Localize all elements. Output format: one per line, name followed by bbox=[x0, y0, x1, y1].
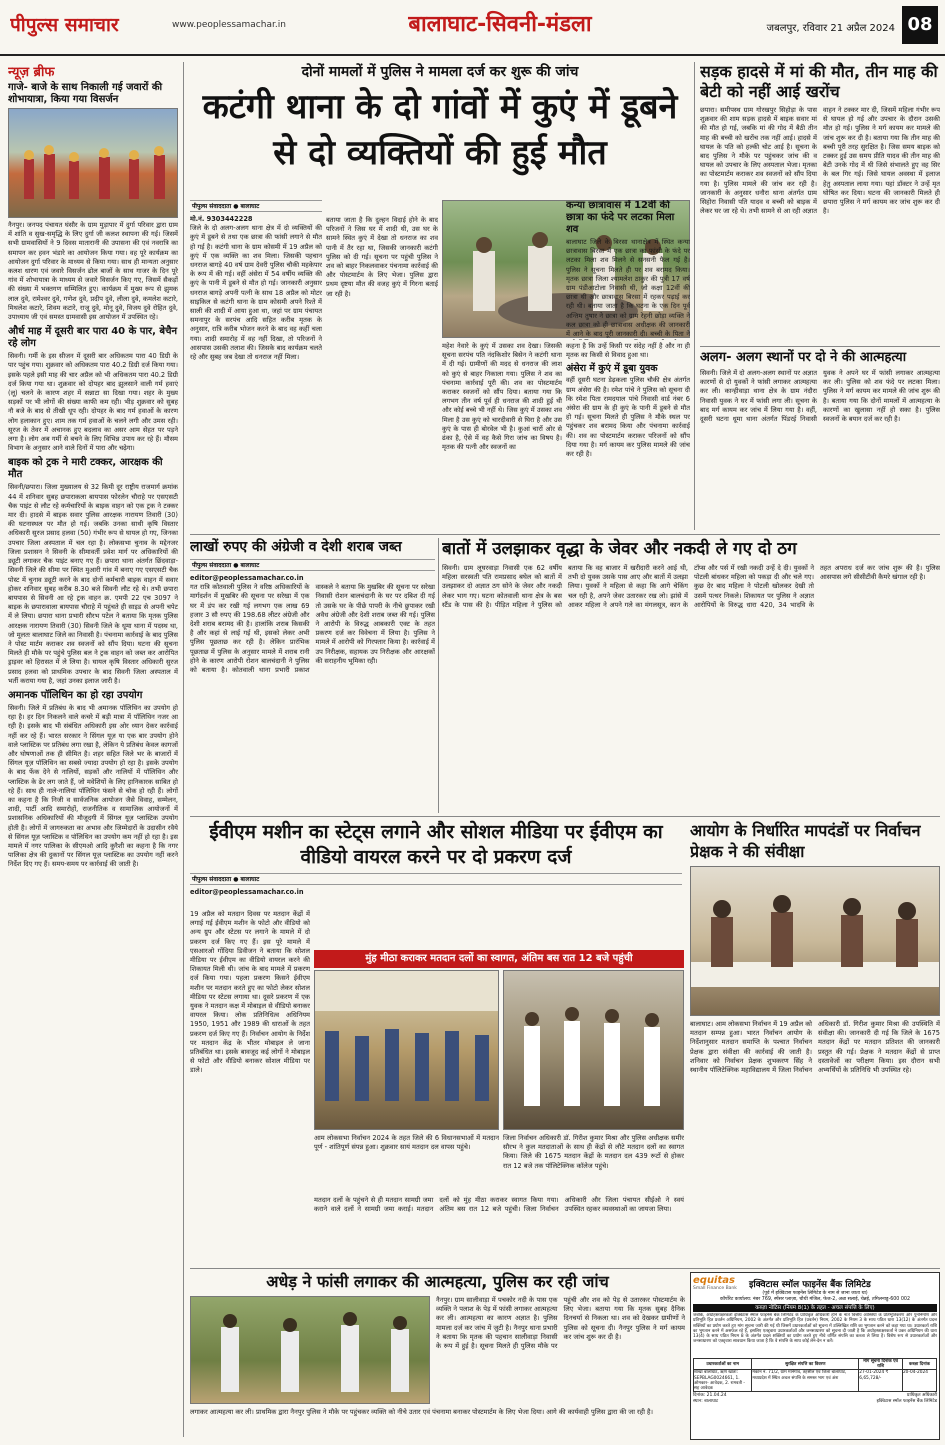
evm-email[interactable]: editor@peoplessamachar.co.in bbox=[190, 888, 304, 896]
observer-meeting bbox=[691, 867, 940, 1016]
brief-text-4: सिवनी। जिले में प्रतिबंध के बाद भी अमानक पॉलिथिन का उपयोग हो रहा है। हर दिन निकलने वाले कचरे में बड़ी मात्रा में पॉलिथिन नजर आ रही है। इसके बाद भी संबंधित अधिकारी इस ओर ध्यान देकर कार्रवाई नहीं कर रहे हैं। भारत सरकार ने सिंगल यूज़ या एक बार उपयोग होने वाले प्लास्टिक पर प्रतिबंध लगा रखा है, लेकिन ये प्रतिबंध केवल कागजों और घोषणाओं तक ही सीमित है। शहर सहित जिले भर के बाजारों में सिंगल यूज़ पॉलिथिन का सबसे ज्यादा उपयोग हो रहा है। इसके उपयोग के बाद फेंक देने से नालियों, सड़कों और नालियों में पॉलिथिन और प्लास्टिक के ढेर लग जाते हैं, जो मवेशियों के लिए हानिकारक साबित हो रहे हैं। साथ ही नाले-नालियां पॉलिथिन फंसने से चोक हो रही हैं। लोगों का कहना है कि निजी व सार्वजनिक आयोजन जैसे विवाह, सम्मेलन, शादी, पार्टी आदि समारोहों, राजनीतिक व सामाजिक आयोजनों में प्रशासनिक अधिकारियों की मौजूदगी में सिंगल यूज़ प्लास्टिक उपयोग होती है। लोगों में जागरुकता का अभाव और जिम्मेदारों के उदासीन रवैये से सिंगल यूज़ प्लास्टिक व पॉलिथिन का उपयोग कम नहीं हो रहा है। इस मामले में नगर पालिका के सीएमओ आदि कुरैशी का कहना है कि नगर पालिका क्षेत्र की दुकानों पर सिंगल यूज़ प्लास्टिक का उपयोग नहीं करने निर्देश दिए गए हैं। समय-समय पर कार्रवाई की जाती है। bbox=[8, 703, 178, 869]
hanging-caption-wrap bbox=[190, 1408, 685, 1442]
evm-byline: पीपुल्स संवाददाता ● बालाघाट bbox=[190, 873, 682, 885]
brief-headline-3: बाइक को ट्रक ने मारी टक्कर, आरक्षक की मौत bbox=[8, 457, 163, 481]
logo: पीपुल्स समाचार bbox=[10, 14, 119, 36]
notice-title: कब्ज़ा नोटिस (नियम 8(1) के तहत - अचल संपत्ति के लिए) bbox=[693, 1304, 937, 1312]
observer-headline: आयोग के निर्धारित मापदंडों पर निर्वाचन प्रेक्षक ने की संवीक्षा bbox=[690, 821, 921, 861]
girl-headline: कन्या छात्रावास में 12वीं की छात्रा का फंदे पर लटका मिला शव bbox=[566, 200, 675, 235]
liquor-body: गत रात्रि कोतवाली पुलिस ने वरिष्ठ अधिकारियों के मार्गदर्शन में मुखबिर की सूचना पर सरेखा में एक घर में डंप कर रखी गई लगभग एक लाख 69 हजार 3 सौ रुपए की 198.68 लीटर अंग्रेजी और देशी शराब बरामद की है। हालांकि शराब किसकी है और कहां से लाई गई थी, इसको लेकर अभी पुलिस पूछताछ कर रही है। लेकिन प्रारंभिक पूछताछ में पुलिस के अनुसार मामले में शराब रानी होने के कारण आरोपी रोशन बालचंदानी ने पुलिस को बताया है। कोतवाली थाना प्रभारी प्रकाश वास्कले ने बताया कि मुखबिर की सूचना पर सरेखा निवासी रोशन बालचंदानी के घर पर दबिश दी गई तो उसके घर के पीछे पापरी के नीचे छुपाकर रखी अवैध अंग्रेजी और देशी शराब जब्त की गई। पुलिस ने आरोपी के विरुद्ध आबकारी एक्ट के तहत प्रकरण दर्ज कर विवेचना में लिया है। पुलिस ने मामले में आरोपी को गिरफ्तार किया है। कार्रवाई में उप निरीक्षक, सहायक उप निरीक्षक और आरक्षकों की सराहनीय भूमिका रही। bbox=[190, 583, 435, 675]
column-divider bbox=[694, 62, 695, 530]
ad-sub1: (पूर्व में इक्विटास फाइनेंस लिमिटेड के नाम से जाना जाता था) bbox=[762, 1291, 868, 1296]
table-cell: 20-04-2024 bbox=[902, 1370, 936, 1392]
suicide-headline: अलग- अलग स्थानों पर दो ने की आत्महत्या bbox=[700, 350, 907, 365]
sweets-body: मतदान दलों के पहुंचने से ही मतदान सामग्री जमा कराने वाले दलों ने सामग्री जमा कराई। मतदान दलों को मुंह मीठा कराकर स्वागत किया गया। अंतिम बस रात 12 बजे पहुंची। जिला निर्वाचन अधिकारी और जिला पंचायत सीईओ ने स्वयं उपस्थित रहकर व्यवस्थाओं का जायजा लिया। bbox=[314, 1196, 684, 1214]
column-divider bbox=[438, 538, 439, 813]
brief-text-2: सिवनी। गर्मी के इस सीजन में दूसरी बार अधिकतम पारा 40 डिग्री के पार पहुंच गया। शुक्रवार को अधिकतम पारा 40.2 डिग्री दर्ज किया गया। इसके पहले इसी माह की चार अप्रैल को भी अधिकतम पारा 40.2 डिग्री दर्ज किया गया था। शुक्रवार को दोपहर बाद झुलसाने वाली गर्म हवाएं (लू) चलने के कारण शहर में सन्नाटा सा दिखा गया। शहर के मुख्य सड़कों पर भी लोगों की संख्या काफी कम रही। भीड़ शुक्रवार को सुबह नौ बजे के बाद से तीखी धूप रही। दोपहर के बाद गर्म हवाओं के कारण लोग हलाकान हुए। शाम तक गर्म हवाओं के चलने लगी और उमस रही। सूरज के तेवर में अचानक हुए बदलाव का असर आम सेहत पर पड़ने लगा है। लोग अब गर्मी से बचने के लिए विभिन्न उपाय कर रहे हैं। मौसम विभाग के अनुसार आने वाले दिनों में पारा और चढ़ेगा। bbox=[8, 352, 178, 453]
brief-headline-4: अमानक पॉलिथिन का हो रहा उपयोग bbox=[8, 689, 143, 701]
evm-body: 19 अप्रैल को मतदान दिवस पर मतदान केंद्रों में लगाई गई ईवीएम मशीन के फोटो और वीडियो को अन्य ग्रुप और स्टेटस पर लगाने के मामले में दो प्रकरण दर्ज किए गए हैं। इस पूरे मामले में एसआरओ गोंदिया डिवीजन ने बताया कि सोशल मीडिया पर ईवीएम का वीडियो वायरल करने की शिकायत मिली थी। जांच के बाद मामले में प्रकरण दर्ज किया गया। पहला प्रकरण किसने ईवीएम मशीन पर मतदान करते हुए का फोटो लेकर सोशल मीडिया पर स्टेटस लगाया था। दूसरे प्रकरण में एक युवक ने मतदान कक्ष में मोबाइल से वीडियो बनाकर वायरल किया। लोक प्रतिनिधित्व अधिनियम 1950, 1951 और 1989 की धाराओं के तहत प्रकरण दर्ज किए गए हैं। निर्वाचन आयोग के निर्देश पर मतदान केंद्र के भीतर मोबाइल ले जाना प्रतिबंधित था। इसके बावजूद कई लोगों ने मोबाइल से फोटो और वीडियो बनाकर सोशल मीडिया पर डाले। bbox=[190, 910, 310, 1075]
main-body-1: जिले के दो अलग-अलग थाना क्षेत्र में दो व्यक्तियों की कुएं में डूबने से तथा एक छात्रा की फांसी लगाने से मौत हो गई है। कटंगी थाना के ग्राम कोसमी में 19 अप्रैल को कुएं में एक व्यक्ति का शव मिला। जिसकी पहचान धनराज बागड़े 40 वर्ष ग्राम देवरी पुलिस चौकी महकेपार के रूप में की गई। वहीं अंसेरा में 54 वर्षीय व्यक्ति की कुएं के पानी में डूबने से मौत हो गई। जानकारी अनुसार धनराज बागड़े अपनी पत्नी के साथ 18 अप्रैल को मोटर साइकिल से कटंगी थाना के ग्राम कोसमी अपने रिश्ते में साली की शादी में आया हुआ था, जहां पर ग्राम पंचायत समनापुर के सरपंच आदि सहित करीब मृतक के अनुसार, रात्रि करीब भोजन करने के बाद वह कहीं चला गया। शादी समारोह में वह नहीं दिखा, तो परिजनों ने आसपास उसकी तलाश की। जिसके बाद कार्यक्रम चलते रहे और सुबह जब देखा तो धनराज नहीं मिला। bbox=[190, 224, 322, 362]
sweets-caption-2-text: जिला निर्वाचन अधिकारी डॉ. गिरीश कुमार मिश्रा और पुलिस अधीक्षक समीर सौरभ ने कुल मतदाताओं के साथ ही केंद्रों से लौटे मतदान दलों का स्वागत किया। जिले की 1675 मतदान केंद्रों के मतदान दल 439 रूटों से होकर रात 12 बजे तक पॉलिटेक्निक कॉलेज पहुंचे। bbox=[503, 1134, 684, 1170]
brief-headline-1: गाजे- बाजे के साथ निकाली गई जवारों की शोभायात्रा, किया गया विसर्जन bbox=[8, 82, 163, 105]
main-body-5: वहीं दूसरी घटना डेढ़कला पुलिस चौकी क्षेत्र अंतर्गत ग्राम अंसेरा की है। रमेश पांचे ने पुलिस को सूचना दी कि रमेश पिता रामदयाल पांचे निवासी वार्ड नंबर 6 अंसेरा की ग्राम के ही कुएं के पानी में डूबने से मौत हो गई। सूचना मिलते ही पुलिस ने मौके स्थल पर पहुंचकर शव बरामद किया और पंचनामा कार्रवाई की। शव का पोस्टमार्टम कराकर परिजनों को सौंप दिया गया है। मर्ग कायम कर पुलिस मामले की जांच कर रही है। bbox=[566, 376, 690, 459]
procession-figures bbox=[9, 109, 178, 218]
hanging-headline: अधेड़ ने फांसी लगाकर की आत्महत्या, पुलिस कर रही जांच bbox=[266, 1272, 609, 1291]
suicide-story bbox=[700, 346, 940, 530]
table-cell: शाखा बालाघाट, ऋण खाता: SEPBLAG0024661, 1. ओमकार- आवेदक, 2. रामवती - सह आवेदक bbox=[694, 1370, 752, 1392]
brief-headline-2: और्ध माह में दूसरी बार पारा 40 के पार, बेचैन रहे लोग bbox=[8, 326, 178, 350]
liquor-email[interactable]: editor@peoplessamachar.co.in bbox=[190, 574, 304, 582]
page-number: 08 bbox=[902, 6, 938, 44]
main-byline: पीपुल्स संवाददाता ● बालाघाट bbox=[190, 200, 322, 212]
horizontal-divider bbox=[190, 1268, 940, 1269]
sweets-caption-1-text: आम लोकसभा निर्वाचन 2024 के तहत जिले की 6 विधानसभाओं में मतदान पूर्ण - शांतिपूर्ण संपन्न हुआ। शुक्रवार सायं मतदान दल वापस पहुंचे। bbox=[314, 1134, 499, 1152]
table-cell: मकान नं. 71/2, ग्राम मानेगांव, तहसील एवं जिला बालाघाट, मध्यप्रदेश में स्थित अचल संपत्ति के समस्त भाग एवं अंश bbox=[752, 1370, 859, 1392]
ad-sign-1: प्राधिकृत अधिकारी bbox=[906, 1393, 937, 1399]
table-cell: 27-01-2024 ₹ 6,65,728/- bbox=[859, 1370, 903, 1392]
ad-sign-2: इक्विटास स्मॉल फाइनेंस बैंक लिमिटेड bbox=[876, 1399, 937, 1405]
polling-crowd bbox=[315, 971, 499, 1130]
table-header: उधारकर्ताओं का नाम bbox=[694, 1359, 752, 1370]
masthead bbox=[0, 0, 945, 56]
evm-headline: ईवीएम मशीन का स्टेट्स लगाने और सोशल मीडिया पर ईवीएम का वीडियो वायरल करने पर दो प्रकरण दर्ज bbox=[209, 821, 663, 868]
main-headline: कटंगी थाना के दो गांवों में कुएं में डूबने से दो व्यक्तियों की हुई मौत bbox=[202, 87, 678, 173]
column-divider bbox=[183, 62, 184, 1437]
sweets-caption-2 bbox=[503, 1134, 684, 1194]
liquor-byline: पीपुल्स संवाददाता ● बालाघाट bbox=[190, 559, 435, 571]
news-brief-column bbox=[8, 62, 178, 1437]
dateline: जबलपुर, रविवार 21 अप्रैल 2024 bbox=[766, 23, 895, 34]
welcome-crowd bbox=[504, 971, 684, 1130]
thugs-story bbox=[442, 538, 940, 813]
hanging-caption: लगाकर आत्महत्या कर ली। प्राथमिक द्वारा नैनपुर पुलिस ने मौके पर पहुंचकर व्यक्ति को नीचे उतार एवं पंचनामा बनाकर पोस्टमार्टम के लिए भेजा दिया। आगे की कार्यवाही पुलिस द्वारा की जा रही है। bbox=[190, 1408, 654, 1416]
horizontal-divider bbox=[190, 816, 940, 817]
procession-photo bbox=[8, 108, 178, 218]
main-body-3: महेश नेवारे के कुएं में उसका शव देखा। जिसकी सूचना सरपंच पति नंदकिशोर बिसेन ने कटंगी थाना में दी गई। ग्रामीणों की मदद से धनराज की लाश को कुएं से बाहर निकाला गया। पुलिस ने शव का पंचनामा कार्रवाई पूरी की। शव का पोस्टमार्टम कराकर स्वजनों को सौंप दिया। बताया गया कि लगभग तीन वर्ष पूर्व ही धनराज की शादी हुई थी और कोई बच्चे भी नहीं थे। जिस कुएं में उसका शव मिला है उस कुएं को चारदीवारी से घिरा है और उस कुएं के पास ही बोरवेल भी है। कुआं चारों ओर से ढंका है, ऐसे में वह कैसे गिरा जांच का विषय है। मृतक की पत्नी और स्वजनों का bbox=[442, 342, 562, 452]
news-brief-label: न्यूज़ ब्रीफ bbox=[8, 65, 55, 80]
brief-text-1: नैनपुर। जनपद पंचायत घंसौर के ग्राम मुड़ापार में दुर्गा परिवार द्वारा ग्राम में शांति व सुख-समृद्धि के लिए दुर्गा जी कलश स्थापना की गई। जिसमें सभी ग्रामवासियों ने 9 दिवस मातारानी की उपासना की एवं नवरात्रि का समापन कर हवन भंडारे का आयोजन किया गया। वह पूरे कार्यक्रम का आयोजन दुर्गा परिवार के माध्यम से किया गया। साथ ही मान्यता अनुसार कलश धारण एवं जवारे विसर्जन ढोल बाजों के साथ गाजर के दिन पूरे गांव में शोभायात्रा के माध्यम से जवारे विसर्जन किए गए, जिसमें सैकड़ों की संख्या में भक्तगण सम्मिलित हुए। कार्यक्रम में मुख्य रूप से झुमक लाल दुवे, रामेश्वर दुवे, गणेश दुवे, प्रदीप दुवे, लीला दुवे, कमलेश कटारे, मिथलेश कटारे, शिवम कटारे, राजू दुवे, मोनू दुवे, विजय दुवे रोहित दुवे, उपाध्याय जी एवं समस्त ग्रामवासी इस आयोजन में उपस्थित रहे। bbox=[8, 221, 178, 322]
notice-text: जबकि, अधोहस्ताक्षरकर्ता इक्विटास स्मॉल फाइनेंस बैंक लिमिटेड के प्राधिकृत अधिकारी होने के नाते वित्तीय आस्तियों के प्रतिभूतिकरण और पुनर्निर्माण और प्रतिभूति हित प्रवर्तन अधिनियम, 2002 के अंतर्गत और प्रतिभूति हित (प्रवर्तन) नियम, 2002 के नियम 3 के साथ पठित धारा 13(12) के अंतर्गत प्रदत्त शक्तियों का प्रयोग करते हुए मांग सूचना जारी की गई थी जिसमें उधारकर्ताओं को सूचना में उल्लिखित राशि का भुगतान करने को कहा गया था। उधारकर्ता राशि का भुगतान करने में असफल रहे हैं, इसलिए एतद्द्वारा उधारकर्ताओं और जनसाधारण को सूचना दी जाती है कि अधोहस्ताक्षरकर्ता ने उक्त अधिनियम की धारा 13(4) के साथ पठित नियम 8 के अंतर्गत प्रदत्त शक्तियों का प्रयोग करते हुए नीचे वर्णित संपत्ति का कब्जा ले लिया है। विशेष रूप से उधारकर्ताओं और जनसाधारण को एतद्द्वारा सावधान किया जाता है कि वे संपत्ति के साथ कोई लेन-देन न करें। bbox=[693, 1313, 937, 1345]
suicide-body: सिवनी। जिले में दो अलग-अलग स्थानों पर अज्ञात कारणों से दो युवकों ने फांसी लगाकर आत्महत्या कर ली। कान्हीवाड़ा थाना क्षेत्र के ग्राम नंदौरा निवासी युवक ने घर में फांसी लगा ली। सूचना के बाद मर्ग कायम कर जांच में लिया गया है। वहीं, दूसरी घटना धूमा थाना अंतर्गत पिंडरई निवासी युवक ने अपने घर में फांसी लगाकर आत्महत्या कर ली। पुलिस को शव फंदे पर लटका मिला। पुलिस ने मर्ग कायम कर मामले की जांच शुरू की है। बताया गया कि दोनों मामलों में आत्महत्या के कारणों का खुलासा नहीं हो सका है। पुलिस स्वजनों के बयान दर्ज कर रही है। bbox=[700, 369, 940, 424]
main-kicker: दोनों मामलों में पुलिस ने मामला दर्ज कर शुरू की जांच bbox=[301, 64, 579, 80]
equitas-ad bbox=[690, 1272, 940, 1440]
main-body-4: कहना है कि उन्हें किसी पर संदेह नहीं है और ना ही मृतक का किसी से विवाद हुआ था। bbox=[566, 342, 690, 360]
main-body-2: बताया जाता है कि दुल्हन विदाई होने के बाद परिजनों ने जिस घर में शादी थी, उस घर के सामने स्थित कुएं में देखा तो धनराज का शव पानी में तैर रहा था, जिसकी जानकारी कटंगी पुलिस को दी गई। सूचना पर पहुंची पुलिस ने शव को बाहर निकलवाकर पंचनामा कार्रवाई की और पोस्टमार्टम के लिए भेजा। पुलिस द्वारा प्रथम दृष्टया मौत की वजह कुएं में गिरना बताई जा रही है। bbox=[326, 216, 438, 298]
girl-body: बालाघाट जिले के बिरसा थानाक्षेत्र में स्थित कन्या छात्रावास बिरसा में एक छात्रा का फांसी के फंदे पर लटका मिला शव मिलने से सनसनी फैल गई है। पुलिस ने सूचना मिलते ही पर शव बरामद किया। मृतक छात्रा जिला श्यामलेश ठाकुर की पुत्री 17 वर्ष ग्राम पंडीआटोला निवासी थी, जो कक्षा 12वीं की छात्रा थी और छात्रावास बिरसा में रहकर पढ़ाई कर रही थी। बताया जाता है कि घटना के एक दिन पूर्व अन्तिम तुषार ने छात्रा को ग्राम रेहनी छोड़ा व्यक्ति ने कल छात्रा को ही छात्रावास अधीक्षक की जानकारी में आने के बाद पूरी जानकारी दी। बच्ची के पिता ने bbox=[566, 238, 690, 339]
thugs-headline: बातों में उलझाकर वृद्धा के जेवर और नकदी ले गए दो ठग bbox=[442, 539, 797, 559]
sweets-banner: मुंह मीठा कराकर मतदान दलों का स्वागत, अंतिम बस रात 12 बजे पहुंची bbox=[314, 950, 684, 968]
main-mobile: मो.नं. 9303442228 bbox=[190, 215, 253, 223]
girl-story bbox=[566, 200, 690, 340]
subhead-anser: अंसेरा में कुएं में डूबा युवक bbox=[566, 363, 658, 375]
website[interactable]: www.peoplessamachar.in bbox=[172, 20, 286, 30]
table-header: कब्ज़ा दिनांक bbox=[902, 1359, 936, 1370]
observer-story bbox=[690, 820, 940, 1265]
thugs-body: सिवनी। ग्राम लूघरवाड़ा निवासी एक 62 वर्षीय महिला सरस्वती पति रामप्रसाद बघेल को बातों में उलझाकर दो अज्ञात ठग सोने के जेवर और नकदी लेकर भाग गए। घटना कोतवाली थाना क्षेत्र के बस स्टैंड के पास की है। पीड़ित महिला ने पुलिस को बताया कि वह बाजार में खरीदारी करने आई थी, तभी दो युवक उसके पास आए और बातों में उलझा लिया। युवकों ने महिला से कहा कि आगे चेकिंग चल रही है, अपने जेवर उतारकर रख लो। झांसे में आकर महिला ने अपने गले का मंगलसूत्र, कान के टॉप्स और पर्स में रखी नकदी उन्हें दे दी। युवकों ने पोटली बांधकर महिला को पकड़ा दी और चले गए। कुछ देर बाद महिला ने पोटली खोलकर देखी तो उसमें पत्थर निकले। शिकायत पर पुलिस ने अज्ञात आरोपियों के विरुद्ध धारा 420, 34 भादवि के तहत अपराध दर्ज कर जांच शुरू की है। पुलिस आसपास लगे सीसीटीवी कैमरे खंगाल रही है। bbox=[442, 564, 940, 609]
brief-text-3: सिवनी/छपारा। जिला मुख्यालय से 32 किमी दूर राष्ट्रीय राजमार्ग क्रमांक 44 में शनिवार सुबह छपाराकला बायपास फोरलेन चौराहे पर एसएसटी चैक पाइंट से लौट रहे कर्मचारियों के बाइक वाहन को एक ट्रक ने टक्कर मार दी। हादसे में बाइक सवार पुलिस आरक्षक नारायण तिवारी (30) की घटनास्थल पर मौत हो गई। जबकि उनका साथी कृषि विस्तार अधिकारी सुरज प्रसाद हलवा (50) गंभीर रूप से घायल हो गए, जिनका उपचार जिला अस्पताल में चल रहा है। लोकसभा चुनाव के मद्देनजर जिला प्रशासन ने सिवनी के सीमावर्ती प्रवेश मार्ग पर अधिकारियों की ड्यूटी लगाकर चैक पाइंट बनाए गए हैं। छपारा थाना अंतर्गत छिंदवाड़ा-सिवनी जिले की सीमा पर स्थित मुआरी गांव में बनाए गए एसएसटी चैक पोस्ट में चुनाव ड्यूटी करने के बाद दोनों कर्मचारी बाइक वाहन में सवार होकर शनिवार सुबह करीब 8.30 बजे सिवनी लौट रहे थे। तभी छपारा बायपास से सिवनी आ रहे ट्रक वाहन क्र. एमपी 22 एच 3097 ने बाइक के छपारावाला बायपास चौराहे में पहुंचते ही साइड से अपनी चपेट में ले लिया। छपारा थाना प्रभारी सौरभ पटेल ने बताया कि मृतक पुलिस आरक्षक नारायण तिवारी (30) सिवनी जिले के धूमा थाना में पदस्थ था, जो मूलतः बालाघाट जिले का निवासी है। पंचनामा कार्रवाई के बाद पुलिस ने पोस्ट मार्टम कराकर शव स्वजनों को सौंप दिया। घटना की सूचना मिलते ही मौके पर पहुंचे पुलिस बल ने ट्रक वाहन को जब्त कर आरोपित ड्राइवर को हिरासत में ले लिया है। घायल कृषि विस्तार अधिकारी सुरज प्रसाद हलवा को प्राथमिक उपचार के बाद सिवनी जिला अस्पताल में भर्ती कराया गया है, जहां उनका इलाज जारी है। bbox=[8, 483, 178, 685]
equitas-title: इक्विटास स्मॉल फाइनेंस बैंक लिमिटेड bbox=[749, 1279, 871, 1290]
road-accident-story bbox=[700, 62, 940, 342]
sweets-caption-1 bbox=[314, 1134, 499, 1194]
road-accident-headline: सड़क हादसे में मां की मौत, तीन माह की बेटी को नहीं आई खरोंच bbox=[700, 62, 938, 101]
table-row bbox=[694, 1370, 937, 1392]
observer-body: बालाघाट। आम लोकसभा निर्वाचन में 19 अप्रैल को मतदान सम्पन्न हुआ। भारत निर्वाचन आयोग के निर्देशानुसार मतदान समाप्ति के पश्चात निर्वाचन प्रेक्षक द्वारा संवीक्षा की कार्रवाई की जाती है। शनिवार को निर्वाचन प्रेक्षक शुभकरण सिंह ने स्थानीय पॉलिटेक्निक महाविद्यालय में जिला निर्वाचन अधिकारी डॉ. गिरीश कुमार मिश्रा की उपस्थिति में संवीक्षा की। जानकारी दी गई कि जिले के 1675 मतदान केंद्रों पर मतदान प्रतिशत की जानकारी प्रस्तुत की गई। प्रेक्षक ने मतदान केंद्रों से प्राप्त दस्तावेजों का परीक्षण किया। इस दौरान सभी अभ्यर्थियों के प्रतिनिधि भी उपस्थित रहे। bbox=[690, 1020, 940, 1075]
hanging-body-wrap bbox=[436, 1296, 685, 1406]
hanging-story bbox=[190, 1272, 685, 1442]
evm-body-wrap bbox=[190, 910, 310, 1265]
liquor-headline: लाखों रुपए की अंग्रेजी व देशी शराब जब्त bbox=[190, 539, 402, 555]
section-title: बालाघाट-सिवनी-मंडला bbox=[408, 12, 592, 37]
hanging-scene bbox=[191, 1297, 430, 1404]
main-col-2 bbox=[326, 200, 438, 530]
notice-table bbox=[693, 1358, 937, 1392]
observer-photo bbox=[690, 866, 940, 1016]
main-col-3 bbox=[442, 342, 562, 530]
ad-date: दिनांक: 21.04.24 bbox=[693, 1393, 727, 1399]
main-col-1 bbox=[190, 200, 322, 530]
polling-party-photo bbox=[314, 970, 499, 1130]
road-accident-body: छपारा। समीपस्थ ग्राम गोरखपुर सिहोड़ा के पास शुक्रवार की शाम सड़क हादसे में बाइक सवार मां की मौत हो गई, जबकि मां की गोद में बैठी तीन माह की बच्ची को खरोंच तक नहीं आई। हादसे में घायल के पति को हल्की चोट आई है। सूचना के बाद पुलिस ने मौके पर पहुंचकर जांच की व घायल को उपचार के लिए अस्पताल भेजा। मृतका का पोस्टमार्टम कराकर शव स्वजनों को सौंप दिया गया है। पुलिस मामले की जांच कर रही है। जानकारी के अनुसार धनौरा थाना अंतर्गत ग्राम सिहोरा निवासी पति यादव व बच्ची को बाइक में लेकर घर जा रहे थे। तभी सामने से आ रही अज्ञात वाहन ने टक्कर मार दी, जिसमें महिला गंभीर रूप से घायल हो गई और उपचार के दौरान उसकी मौत हो गई। पुलिस ने मर्ग कायम कर मामले की जांच शुरू कर दी है। बताया गया कि तीन माह की बच्ची पूरी तरह सुरक्षित है। जिस समय बाइक को टक्कर हुई उस समय प्रीति यादव की तीन माह की बेटी उनके गोद में थी जिसे संभालते हुए वह सिर के बल गिर गई। जिसे घायल अवस्था में इलाज हेतु अस्पताल लाया गया। यहां डॉक्टर ने उन्हें मृत घोषित कर दिया। घटना की जानकारी मिलते ही छपारा पुलिस ने मर्ग कायम कर जांच शुरू कर दी है। bbox=[700, 106, 940, 216]
hanging-body: नैनपुर। ग्राम सालीवाड़ा में पचकोर नदी के पास एक व्यक्ति ने पलाश के पेड़ में फांसी लगाकर आत्महत्या कर ली। आत्महत्या का कारण अज्ञात है। पुलिस मामला दर्ज कर जांच में जुटी है। नैनपुर थाना प्रभारी ने बताया कि मृतक की पहचान सालीवाड़ा निवासी के रूप में हुई है। सूचना मिलते ही पुलिस मौके पर पहुंची और शव को पेड़ से उतारकर पोस्टमार्टम के लिए भेजा। बताया गया कि मृतक सुबह दैनिक दिनचर्या से निकला था। शव को देखकर ग्रामीणों ने पुलिस को सूचना दी। नैनपुर पुलिस ने मर्ग कायम कर जांच शुरू कर दी है। bbox=[436, 1296, 685, 1351]
hanging-photo bbox=[190, 1296, 430, 1404]
table-header: मांग सूचना दिनांक एवं राशि bbox=[859, 1359, 903, 1370]
ad-place: स्थान: बालाघाट bbox=[693, 1399, 719, 1405]
liquor-story bbox=[190, 538, 435, 813]
welcome-photo bbox=[503, 970, 684, 1130]
table-header: सुरक्षित संपत्ति का विवरण bbox=[752, 1359, 859, 1370]
sweets-body-wrap bbox=[314, 1196, 684, 1266]
ad-sub2: कॉर्पोरेट कार्यालय: नंबर 769, स्पेंसर प्लाज़ा, चौथी मंजिल, फेज-2, अन्ना सलाई, चेन्नई, तमिलनाडु-600 002 bbox=[719, 1297, 911, 1302]
equitas-logo: equitas Small Finance Bank bbox=[693, 1275, 737, 1291]
main-col-4 bbox=[566, 342, 690, 530]
horizontal-divider bbox=[190, 534, 940, 535]
